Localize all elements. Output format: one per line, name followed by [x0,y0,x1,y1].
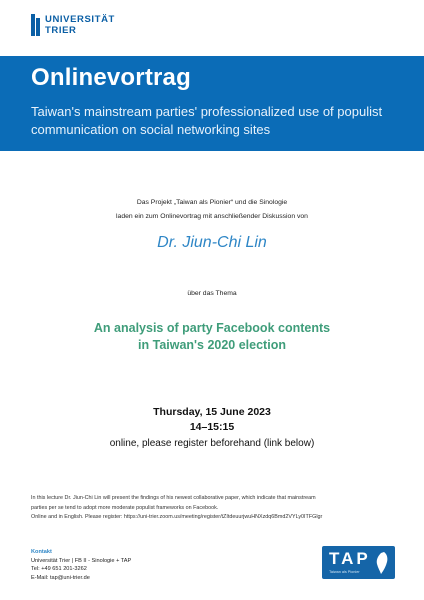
event-date: Thursday, 15 June 2023 [153,406,271,418]
tap-logo-subtitle: Taiwan als Pionier [329,570,360,574]
university-name [45,14,115,36]
university-logo-icon [31,14,41,36]
topic-line1: An analysis of party Facebook contents [93,321,331,335]
abstract-line3[interactable]: Online and in English. Please register: https://uni-trier.zoom.us/meeting/register/tZItdeuurjwuHNXzdq6Bmd2VYLy0ITFGlgr [31,514,323,520]
event-datetime [0,405,424,435]
contact-email[interactable]: E-Mail: tap@uni-trier.de [31,574,90,581]
invitation-line2: laden ein zum Onlinevortrag mit anschließender Diskussion von [116,213,308,220]
theme-lead: über das Thema [187,290,237,297]
abstract [31,494,401,523]
contact-line1: Universität Trier | FB II - Sinologie + TAP [31,557,132,564]
invitation-line1: Das Projekt „Taiwan als Pionier“ und die Sinologie [136,199,288,206]
lecture-topic [0,320,424,354]
speaker-name: Dr. Jiun-Chi Lin [157,234,267,251]
event-access: online, please register beforehand (link below) [109,438,315,449]
topic-line2: in Taiwan's 2020 election [138,338,286,352]
university-name-line1: UNIVERSITÄT [45,14,115,25]
event-time: 14–15:15 [189,421,235,433]
contact-phone: Tel: +49 651 201-3262 [31,566,87,573]
tap-logo-word: TAP [329,549,371,568]
taiwan-island-icon [374,551,390,575]
title-banner [0,56,424,151]
tap-logo [322,546,395,579]
abstract-line1: In this lecture Dr. Jiun-Chi Lin will present the findings of his newest collaborative paper, which indicate that mainstream [31,495,316,501]
page-subtitle: Taiwan's mainstream parties' professionalized use of populist communication on social networking sites [31,104,383,137]
abstract-line2: parties per se tend to adopt more moderate populist frameworks on Facebook. [31,504,219,511]
contact-heading: Kontakt [31,549,52,555]
university-logo [31,14,115,36]
page-title: Onlinevortrag [31,64,191,91]
invitation-text [0,196,424,224]
contact-block [31,548,131,582]
university-name-line2: TRIER [45,25,77,36]
